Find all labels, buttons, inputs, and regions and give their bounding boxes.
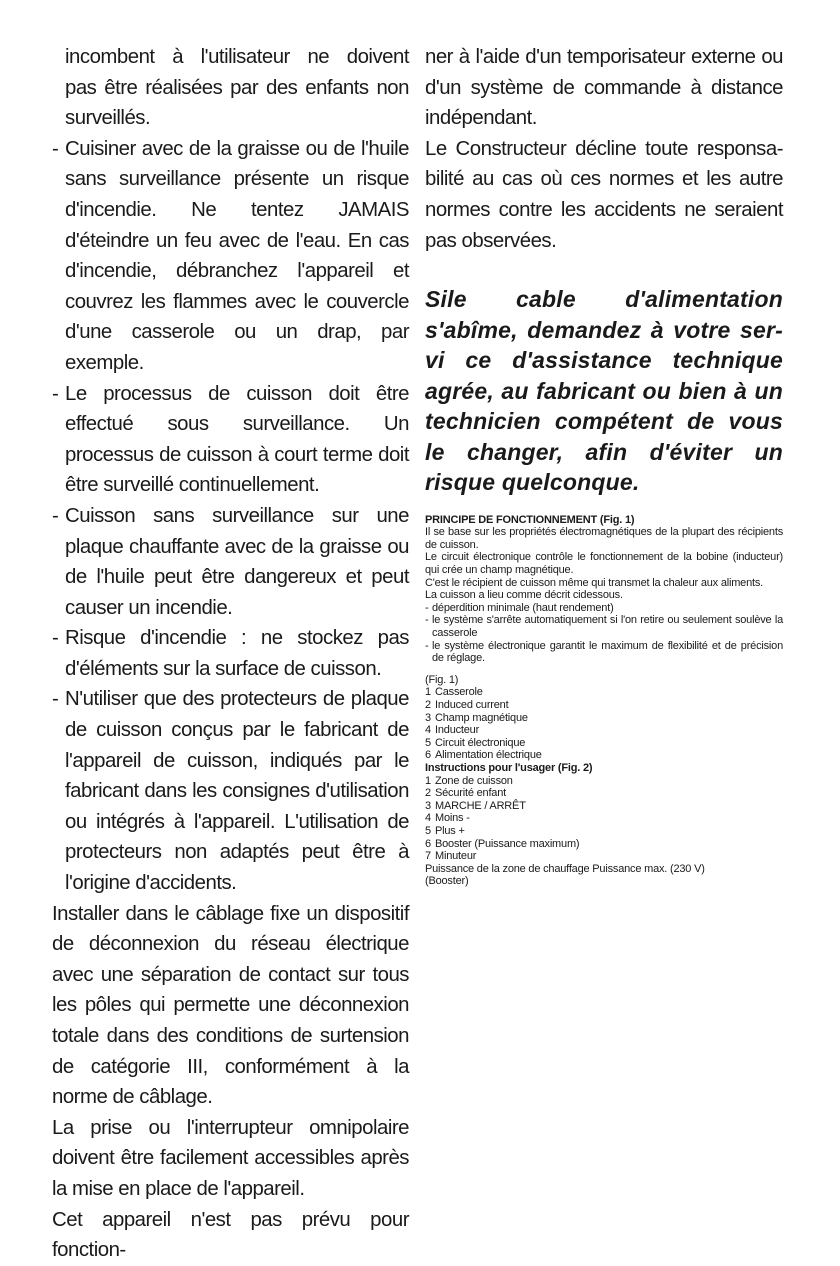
- principe-bullet-text: le système s'arrête automatiquement si l'on retire ou seulement soulève la casserole: [432, 614, 783, 639]
- fig1-label: (Fig. 1): [425, 673, 459, 686]
- instruction-item-number: 4: [425, 812, 431, 825]
- fig1-legend-item-number: 3: [425, 711, 431, 724]
- safety-bullet-text: N'utiliser que des protecteurs de plaque de cuisson conçus par le fabricant de l'appareil de cuisson, indiqués par le fabricant dans les consignes d'utilisation ou intégrés à l'appareil. L'utilisation de protecteurs non adaptés peut être à l'origine d'accidents.: [65, 688, 409, 895]
- instruction-item-number: 6: [425, 837, 431, 850]
- instruction-item-text: Moins -: [435, 812, 470, 825]
- right-column: [425, 42, 783, 888]
- intro-line-3: surveillés.: [65, 107, 151, 130]
- fig1-legend-list: [425, 686, 783, 762]
- installation-paragraph: Installer dans le câblage fixe un dispositif de déconnexion du réseau électrique avec une séparation de contact sur tous les pôles qui permette une déconnexion totale dans des conditions de surtension de catégorie III, conformément à la norme de câblage.: [52, 902, 409, 1109]
- instructions-title: Instructions pour l'usager (Fig. 2): [425, 761, 593, 774]
- principe-section: [425, 514, 783, 888]
- fig1-legend-item: [425, 737, 783, 750]
- fig1-legend-item-text: Champ magnétique: [435, 711, 528, 724]
- fig1-legend-item: [425, 712, 783, 725]
- instruction-item-text: Plus +: [435, 824, 465, 837]
- safety-bullet: - Cuisiner avec de la graisse ou de l'huile sans surveillance présente un risque d'incendie. Ne tentez JAMAIS d'éteindre un feu avec de l'eau. En cas d'incendie, débranchez l'appareil et couvrez les flammes avec le couvercle d'une casserole ou un drap, par exemple.: [52, 137, 409, 374]
- fig1-legend-item-number: 4: [425, 724, 431, 737]
- instructions-list: [425, 775, 783, 863]
- safety-bullet-list: [52, 134, 409, 899]
- principe-p1: Il se base sur les propriétés électromagnétiques de la plupart des récipients de cuisson.: [425, 526, 783, 551]
- principe-p3: C'est le récipient de cuisson même qui transmet la chaleur aux aliments.: [425, 576, 764, 589]
- fig1-legend-item-text: Alimentation électrique: [435, 749, 542, 762]
- instruction-item: [425, 825, 783, 838]
- principe-bullet-text: déperdition minimale (haut rendement): [432, 601, 614, 614]
- fig1-legend-item-text: Induced current: [435, 698, 509, 711]
- principe-bullet: - déperdition minimale (haut rendement): [425, 601, 614, 614]
- instruction-item-number: 5: [425, 824, 431, 837]
- instruction-item: [425, 787, 783, 800]
- instruction-item-number: 1: [425, 774, 431, 787]
- safety-bullet: - N'utiliser que des protecteurs de plaque de cuisson conçus par le fabricant de l'appareil de cuisson, indiqués par le fabricant dans les consignes d'utilisation ou intégrés à l'appareil. L'utilisation de protecteurs non adaptés peut être à l'origine d'accidents.: [52, 688, 409, 895]
- principe-p2: Le circuit électronique contrôle le fonctionnement de la bobine (inducteur) qui crée un champ magnétique.: [425, 551, 783, 577]
- timer-paragraph-start: Cet appareil n'est pas prévu pour fonction-: [52, 1208, 409, 1262]
- fig1-legend-item: [425, 699, 783, 712]
- fig1-legend-item-number: 1: [425, 686, 431, 699]
- booster-line: (Booster): [425, 875, 469, 888]
- safety-bullet: - Le processus de cuisson doit être effectué sous surveillance. Un processus de cuisson à court terme doit être surveillé continuellement.: [52, 382, 409, 497]
- instruction-item-text: MARCHE / ARRÊT: [435, 799, 526, 812]
- fig1-legend-item-number: 5: [425, 736, 431, 749]
- instruction-item-text: Booster (Puissance maximum): [435, 837, 580, 850]
- principe-p4: La cuisson a lieu comme décrit cidessous.: [425, 589, 623, 602]
- instruction-item: [425, 812, 783, 825]
- principe-bullet-text: le système électronique garantit le maximum de flexibilité et de précision de réglage.: [432, 639, 783, 665]
- instruction-item: [425, 800, 783, 813]
- left-column: [52, 42, 409, 1266]
- fig1-legend-item-number: 2: [425, 698, 431, 711]
- instruction-item-number: 7: [425, 850, 431, 863]
- fig1-legend-item-text: Casserole: [435, 686, 483, 699]
- instruction-item-number: 3: [425, 799, 431, 812]
- intro-line-2: pas être réalisées par des enfants non: [65, 76, 409, 99]
- liability-paragraph: Le Constructeur décline toute responsa-bilité au cas où ces normes et les autre normes contre les accidents ne seraient pas observées.: [425, 137, 783, 252]
- instruction-item-text: Sécurité enfant: [435, 787, 506, 800]
- safety-bullet-text: Cuisiner avec de la graisse ou de l'huile sans surveillance présente un risque d'incendie. Ne tentez JAMAIS d'éteindre un feu avec de l'eau. En cas d'incendie, débranchez l'appareil et couvrez les flammes avec le couvercle d'une casserole ou un drap, par exemple.: [65, 137, 409, 374]
- safety-bullet-text: Le processus de cuisson doit être effectué sous surveillance. Un processus de cuisson à court terme doit être surveillé continuellement.: [65, 382, 409, 497]
- timer-paragraph-end: ner à l'aide d'un temporisateur externe ou d'un système de commande à distance indépendant.: [425, 46, 783, 130]
- intro-line-1: incombent à l'utilisateur ne doivent: [65, 46, 409, 68]
- instruction-item-number: 2: [425, 787, 431, 800]
- instruction-item: [425, 838, 783, 851]
- outlet-paragraph: La prise ou l'interrupteur omnipolaire doivent être facilement accessibles après la mise en place de l'appareil.: [52, 1116, 409, 1200]
- fig1-legend-item: [425, 724, 783, 737]
- instruction-item-text: Zone de cuisson: [435, 774, 513, 787]
- puissance-line: Puissance de la zone de chauffage Puissance max. (230 V): [425, 862, 705, 875]
- safety-bullet: - Risque d'incendie : ne stockez pas d'éléments sur la surface de cuisson.: [52, 627, 409, 680]
- fig1-legend-item-text: Inducteur: [435, 724, 480, 737]
- safety-bullet: - Cuisson sans surveillance sur une plaque chauffante avec de la graisse ou de l'huile peut être dangereux et peut causer un incendie.: [52, 504, 409, 619]
- intro-text: [52, 42, 409, 134]
- instruction-item-text: Minuteur: [435, 850, 477, 863]
- principe-title: PRINCIPE DE FONCTIONNEMENT (Fig. 1): [425, 513, 635, 526]
- fig1-legend-item-text: Circuit électronique: [435, 736, 526, 749]
- principe-bullet: - le système électronique garantit le maximum de flexibilité et de précision de réglage.: [425, 639, 783, 665]
- instruction-item: [425, 850, 783, 863]
- cable-warning: Sile cable d'alimentation s'abîme, demandez à votre ser-vi ce d'assistance technique agrée, au fabricant ou bien à un technicien compétent de vous le changer, afin d'éviter un risque quelconque.: [425, 286, 783, 496]
- safety-bullet-text: Risque d'incendie : ne stockez pas d'éléments sur la surface de cuisson.: [65, 627, 409, 680]
- fig1-legend-item-number: 6: [425, 749, 431, 762]
- fig1-legend-item: [425, 749, 783, 762]
- safety-bullet-text: Cuisson sans surveillance sur une plaque chauffante avec de la graisse ou de l'huile peut être dangereux et peut causer un incendie.: [65, 504, 409, 619]
- instruction-item: [425, 775, 783, 788]
- fig1-legend-item: [425, 686, 783, 699]
- principe-bullet: - le système s'arrête automatiquement si l'on retire ou seulement soulève la casserole: [425, 614, 783, 639]
